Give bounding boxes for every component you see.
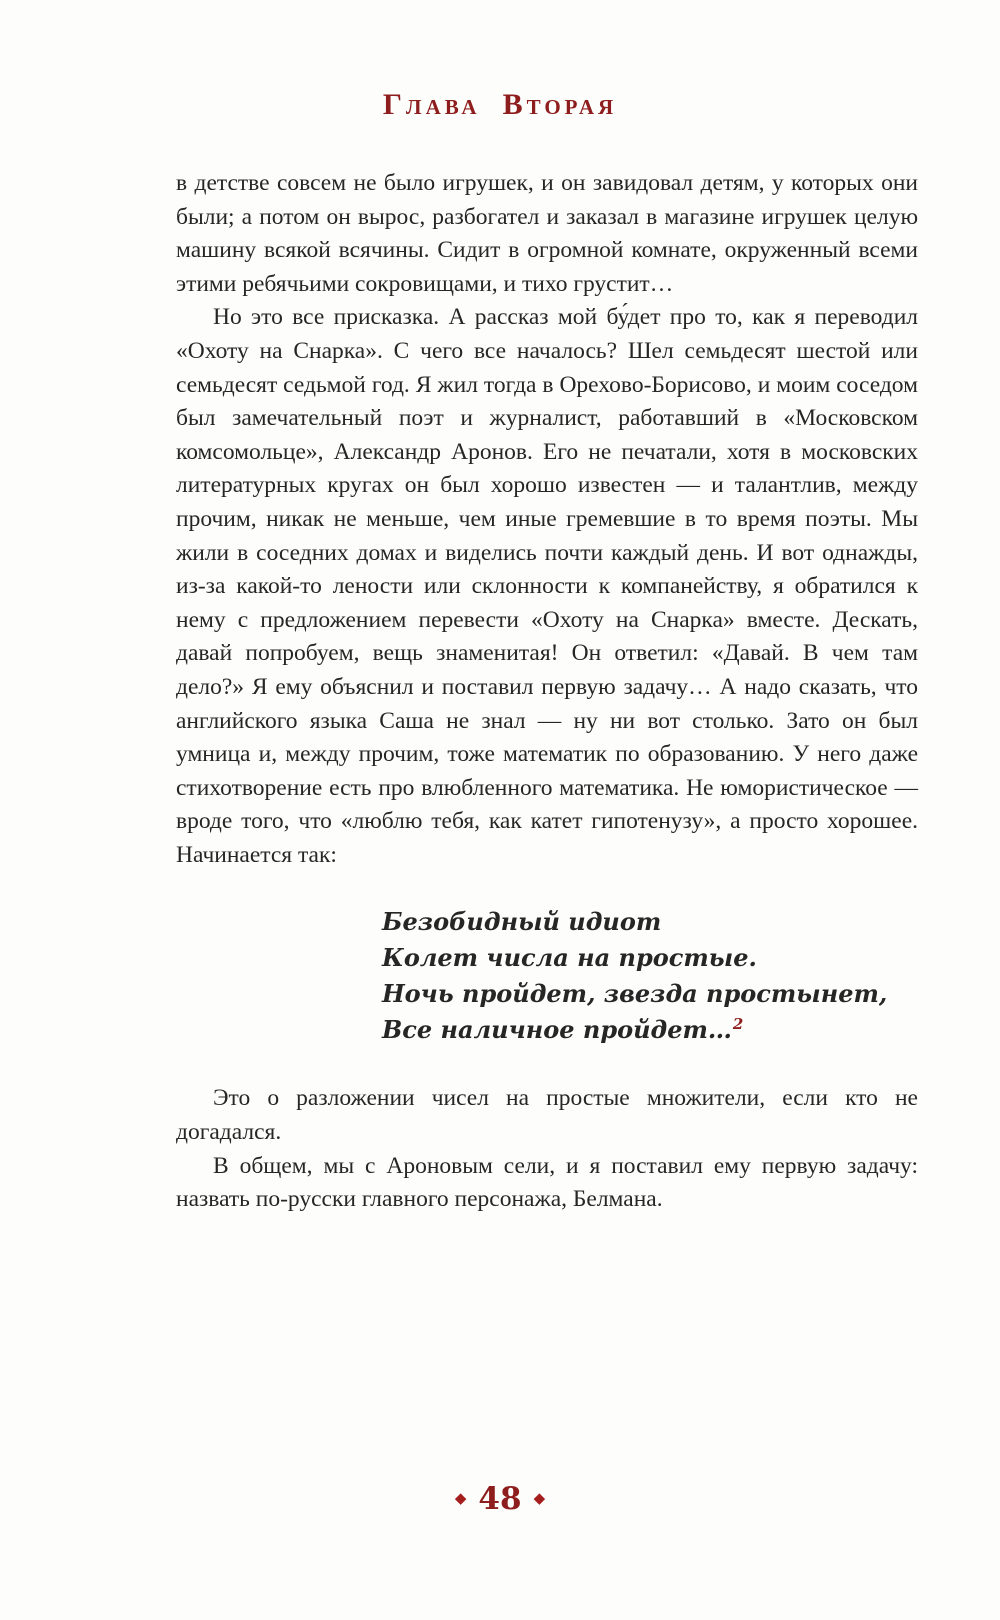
- body-text: [176, 167, 918, 1217]
- chapter-heading: [0, 88, 1000, 122]
- paragraph: Это о разложении чисел на простые множители, если кто не догадался.: [176, 1085, 918, 1146]
- paragraph-continuation: в детстве совсем не было игрушек, и он завидовал детям, у которых они были; а потом он вырос, разбогател и заказал в магазине игрушек целую машину всякой всячины. Сидит в огромной комнате, окруженный всеми этими ребячьими сокровищами, и тихо грустит…: [176, 170, 918, 297]
- poem-line: Безобидный идиот: [382, 907, 662, 937]
- poem-line: Колет числа на простые.: [382, 943, 757, 973]
- page-number: 48: [478, 1481, 522, 1517]
- chapter-heading-word: [383, 88, 481, 122]
- poem-line: [382, 1012, 918, 1048]
- chapter-word1-initial: Г: [382, 88, 406, 121]
- poem-block: [382, 904, 918, 1048]
- poem-line-text: Все наличное пройдет…: [382, 1015, 732, 1045]
- chapter-heading-word: [503, 88, 618, 122]
- chapter-word2-rest: ТОРАЯ: [526, 95, 618, 119]
- poem-line: Ночь пройдет, звезда простынет,: [382, 979, 888, 1009]
- chapter-word1-rest: ЛАВА: [405, 95, 481, 119]
- paragraph: Но это все присказка. А рассказ мой бу́дет про то, как я переводил «Охоту на Снарка». С чего все началось? Шел семьдесят шестой или семьдесят седьмой год. Я жил тогда в Орехово-Борисово, и моим соседом был замечательный поэт и журналист, работавший в «Московском комсомольце», Александр Аронов. Его не печатали, хотя в московских литературных кругах он был хорошо известен — и талантлив, между прочим, никак не меньше, чем иные гремевшие в то время поэты. Мы жили в соседних домах и виделись почти каждый день. И вот однажды, из-за какой-то лености или склонности к компанейству, я обратился к нему с предложением перевести «Охоту на Снарка» вместе. Дескать, давай попробуем, вещь знаменитая! Он ответил: «Давай. В чем там дело?» Я ему объяснил и поставил первую задачу… А надо сказать, что английского языка Саша не знал — ну ни вот столько. Зато он был умница и, между прочим, тоже математик по образованию. У него даже стихотворение есть про влюбленного математика. Не юмористическое — вроде того, что «люблю тебя, как катет гипотенузу», а просто хорошее. Начинается так:: [176, 304, 918, 868]
- ornament-diamond-right-icon: ◆: [533, 1491, 546, 1507]
- paragraph: В общем, мы с Ароновым сели, и я поставил ему первую задачу: назвать по-русски главного персонажа, Белмана.: [176, 1152, 918, 1213]
- chapter-word2-initial: В: [502, 88, 527, 121]
- page-footer: [0, 1481, 1000, 1517]
- footnote-marker: 2: [732, 1015, 744, 1034]
- ornament-diamond-left-icon: ◆: [454, 1491, 467, 1507]
